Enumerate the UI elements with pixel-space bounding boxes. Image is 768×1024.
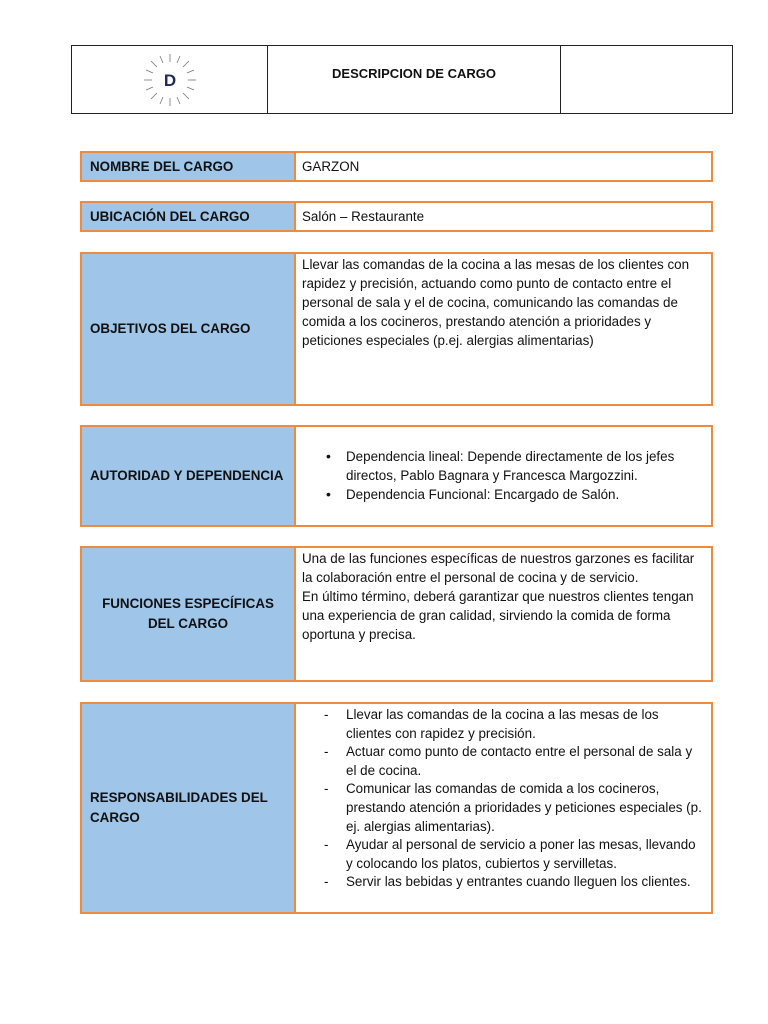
row-label: FUNCIONES ESPECÍFICAS DEL CARGO xyxy=(82,548,296,680)
row-label: AUTORIDAD Y DEPENDENCIA xyxy=(82,427,296,525)
row-funciones xyxy=(80,546,713,682)
row-objetivos xyxy=(80,252,713,406)
list-item: • Dependencia Funcional: Encargado de Salón. xyxy=(302,485,705,504)
row-label: RESPONSABILIDADES DEL CARGO xyxy=(82,704,296,912)
row-value: Salón – Restaurante xyxy=(302,209,425,224)
row-ubicacion xyxy=(80,201,713,232)
row-value: GARZON xyxy=(302,159,360,174)
document-header xyxy=(71,45,733,114)
paragraph: En último término, deberá garantizar que nuestros clientes tengan una experiencia de gran calidad, sirviendo la comida de forma oportuna y precisa. xyxy=(302,589,694,642)
row-responsabilidades xyxy=(80,702,713,914)
list-item: - Llevar las comandas de la cocina a las mesas de los clientes con rapidez y precisión. xyxy=(302,706,705,743)
row-autoridad xyxy=(80,425,713,527)
row-label: UBICACIÓN DEL CARGO xyxy=(82,203,296,230)
list-item: - Comunicar las comandas de comida a los cocineros, prestando atención a prioridades y peticiones especiales (p. ej. alergias alimentarias). xyxy=(302,780,705,836)
row-value: Llevar las comandas de la cocina a las mesas de los clientes con rapidez y precisión, actuando como punto de contacto entre el personal de sala y el de cocina, comunicando las comandas de comida a los cocineros, prestando atención a prioridades y peticiones especiales (p.ej. alergias alimentarias) xyxy=(302,257,690,348)
company-logo xyxy=(140,50,200,110)
row-value xyxy=(296,427,711,525)
list-item: - Servir las bebidas y entrantes cuando lleguen los clientes. xyxy=(302,873,705,892)
row-label: NOMBRE DEL CARGO xyxy=(82,153,296,180)
document-title: DESCRIPCION DE CARGO xyxy=(268,46,561,113)
row-value xyxy=(296,704,711,912)
list-item: - Actuar como punto de contacto entre el personal de sala y el de cocina. xyxy=(302,743,705,780)
logo-cell xyxy=(72,46,268,113)
bullet-list xyxy=(302,447,705,504)
logo-letter: D xyxy=(163,70,176,90)
dash-list xyxy=(302,706,705,892)
list-item: - Ayudar al personal de servicio a poner las mesas, llevando y colocando los platos, cubiertos y servilletas. xyxy=(302,836,705,873)
row-value xyxy=(296,548,711,680)
paragraph: Una de las funciones específicas de nuestros garzones es facilitar la colaboración entre el personal de cocina y de servicio. xyxy=(302,551,695,585)
header-blank-cell xyxy=(561,46,732,113)
row-label: OBJETIVOS DEL CARGO xyxy=(82,254,296,404)
row-nombre xyxy=(80,151,713,182)
list-item: • Dependencia lineal: Depende directamente de los jefes directos, Pablo Bagnara y Francesca Margozzini. xyxy=(302,447,705,485)
